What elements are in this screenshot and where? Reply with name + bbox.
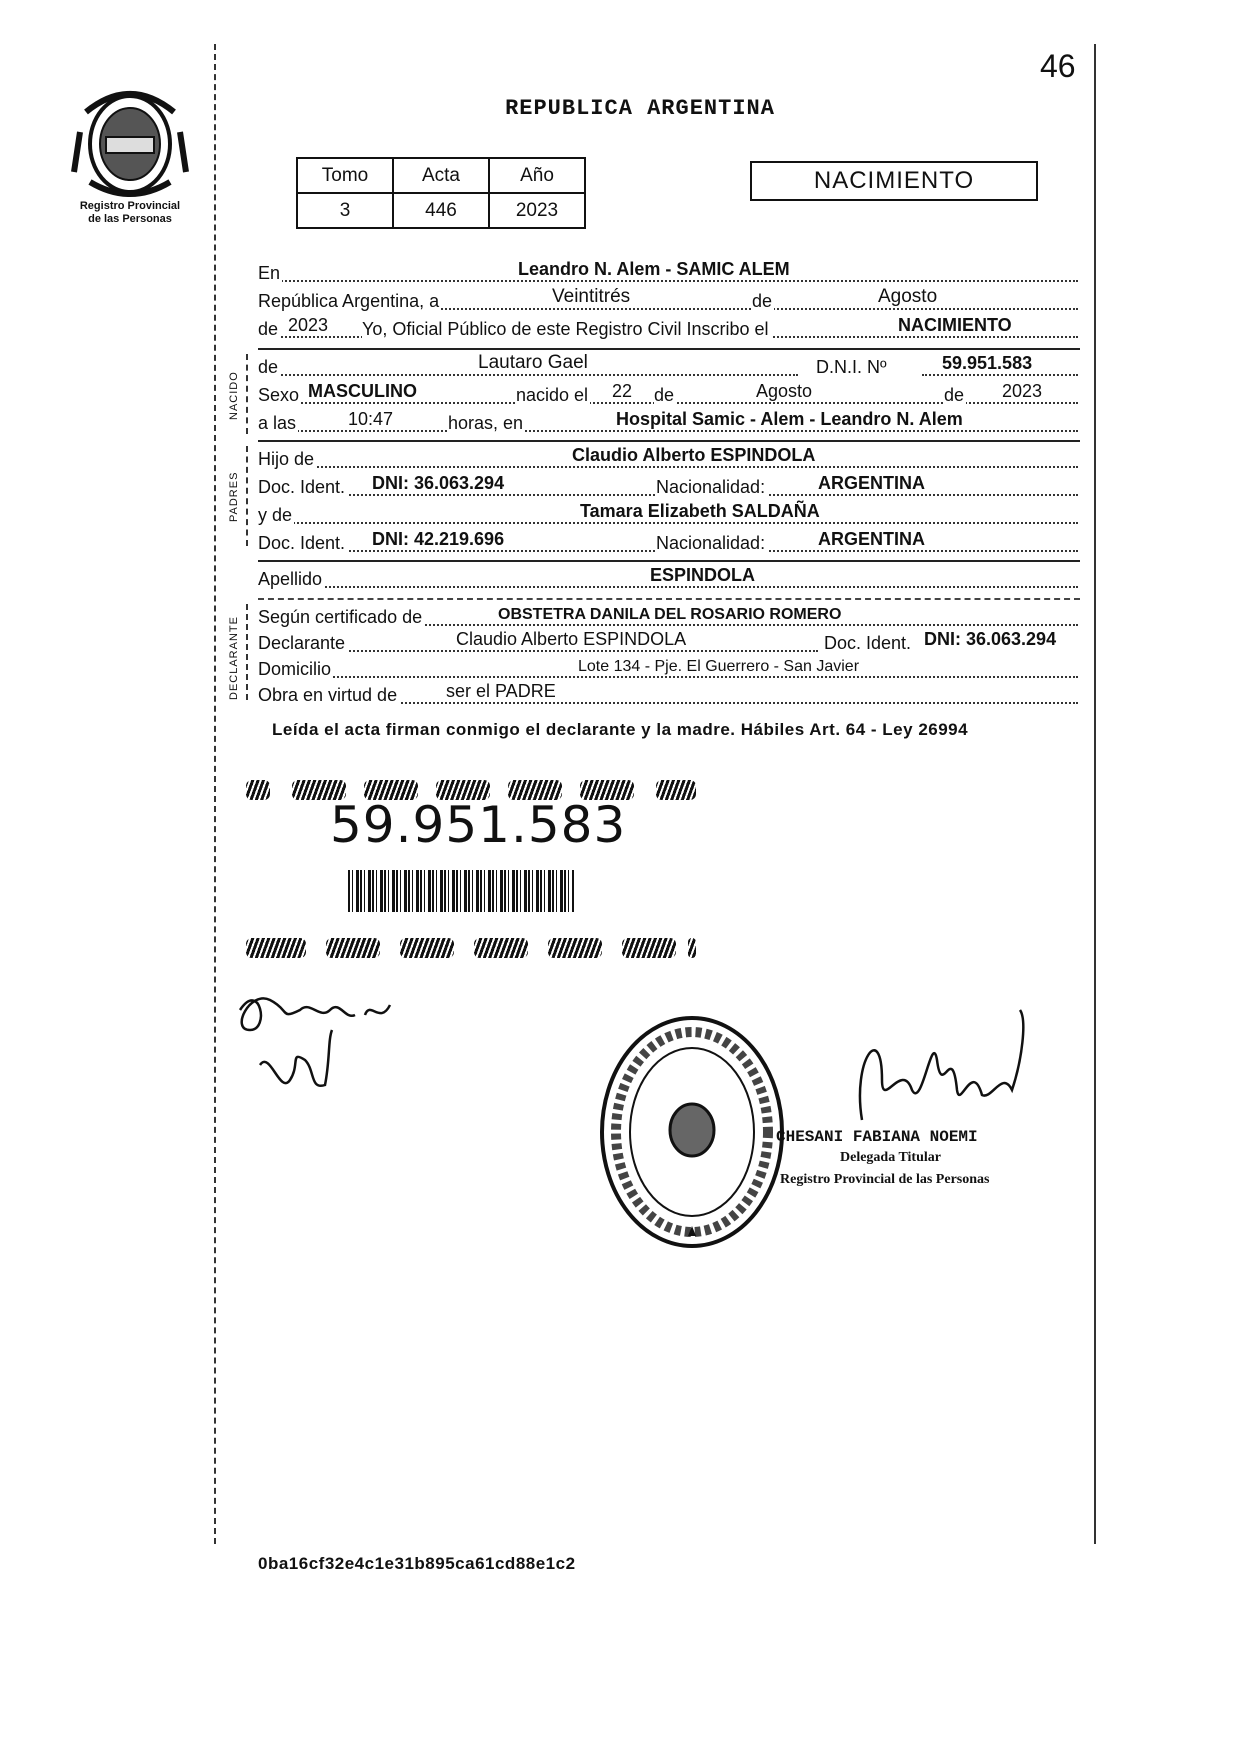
row-hijo-de: [258, 446, 1078, 472]
row-apellido: [258, 566, 1078, 592]
label-nacido-de: de: [258, 357, 279, 377]
label-en: En: [258, 263, 281, 283]
label-obra: Obra en virtud de: [258, 685, 398, 705]
registry-table: [296, 157, 586, 229]
official-stamp: [596, 1012, 788, 1257]
value-mother-nat: ARGENTINA: [818, 529, 925, 549]
row-domicilio: [258, 656, 1078, 682]
document-hash: 0ba16cf32e4c1e31b895ca61cd88e1c2: [258, 1554, 576, 1573]
official-name: CHESANI FABIANA NOEMI: [776, 1128, 978, 1146]
value-birth-year: 2023: [1002, 381, 1043, 401]
value-nacido-nombre: Lautaro Gael: [478, 352, 588, 373]
handwritten-signature-left: [230, 970, 400, 1115]
closing-statement: Leída el acta firman conmigo el declarante y la madre. Hábiles Art. 64 - Ley 26994: [272, 720, 969, 739]
divider-nacido-top: [258, 348, 1080, 350]
value-obra: ser el PADRE: [446, 681, 556, 701]
value-declarante-doc: DNI: 36.063.294: [924, 629, 1057, 649]
label-apellido: Apellido: [258, 569, 323, 589]
value-inscribo: NACIMIENTO: [898, 315, 1012, 335]
value-mother-doc: DNI: 42.219.696: [372, 529, 505, 549]
value-month: Agosto: [878, 286, 938, 307]
value-father-nat: ARGENTINA: [818, 473, 925, 493]
label-segun: Según certificado de: [258, 607, 423, 627]
registry-value-tomo: 3: [297, 193, 393, 228]
label-mother-doc: Doc. Ident.: [258, 533, 346, 553]
registry-header-ano: Año: [489, 158, 585, 193]
row-segun: [258, 604, 1078, 630]
value-father: Claudio Alberto ESPINDOLA: [572, 445, 816, 465]
right-margin-line: [1094, 44, 1096, 1544]
id-number: 59.951.583: [330, 796, 627, 854]
row-fecha: [258, 288, 1078, 314]
official-role: Delegada Titular: [840, 1150, 941, 1165]
divider-declarante-top: [258, 598, 1080, 600]
row-oficial: [258, 316, 1078, 342]
tag-declarante-bracket: [246, 604, 248, 700]
registry-value-acta: 446: [393, 193, 489, 228]
label-oficial: Yo, Oficial Público de este Registro Civil Inscribo el: [362, 319, 769, 339]
label-horas-en: horas, en: [448, 413, 524, 433]
record-type-box: NACIMIENTO: [750, 161, 1038, 201]
label-sexo: Sexo: [258, 385, 300, 405]
document-title: REPUBLICA ARGENTINA: [505, 96, 775, 121]
value-place: Hospital Samic - Alem - Leandro N. Alem: [616, 409, 963, 429]
label-a-las: a las: [258, 413, 297, 433]
registry-header-tomo: Tomo: [297, 158, 393, 193]
row-obra: [258, 682, 1078, 708]
label-birth-de2: de: [944, 385, 965, 405]
row-en: [258, 260, 1078, 286]
label-dni: D.N.I. Nº: [816, 357, 887, 377]
label-mother-nat: Nacionalidad:: [656, 533, 766, 553]
value-year: 2023: [288, 315, 329, 335]
value-mother: Tamara Elizabeth SALDAÑA: [580, 501, 820, 521]
value-en: Leandro N. Alem - SAMIC ALEM: [518, 259, 790, 279]
registry-value-row: [297, 193, 585, 228]
barcode: [348, 870, 574, 912]
row-mother-doc: [258, 530, 1078, 556]
label-father-nat: Nacionalidad:: [656, 477, 766, 497]
value-birth-day: 22: [612, 381, 633, 401]
label-birth-de: de: [654, 385, 675, 405]
divider-apellido-top: [258, 560, 1080, 562]
value-father-doc: DNI: 36.063.294: [372, 473, 505, 493]
handwritten-signature-official: [842, 1000, 1042, 1145]
label-father-doc: Doc. Ident.: [258, 477, 346, 497]
tag-nacido-bracket: [246, 354, 248, 434]
value-domicilio: Lote 134 - Pje. El Guerrero - San Javier: [578, 658, 860, 675]
label-de: de: [752, 291, 773, 311]
logo-caption-line2: de las Personas: [88, 213, 172, 225]
row-father-doc: [258, 474, 1078, 500]
label-y-de: y de: [258, 505, 293, 525]
label-hijo-de: Hijo de: [258, 449, 315, 469]
divider-padres-top: [258, 440, 1080, 442]
official-org: Registro Provincial de las Personas: [780, 1172, 990, 1187]
value-time: 10:47: [348, 409, 394, 429]
security-stripes-bottom: [246, 938, 696, 958]
value-apellido: ESPINDOLA: [650, 565, 756, 585]
logo-caption-line1: Registro Provincial: [79, 200, 181, 212]
row-declarante: [258, 630, 1078, 656]
registry-header-acta: Acta: [393, 158, 489, 193]
label-de-year: de: [258, 319, 279, 339]
tag-padres-bracket: [246, 446, 248, 546]
row-nacido-nombre: [258, 354, 1078, 380]
label-republica: República Argentina, a: [258, 291, 440, 311]
value-sexo: MASCULINO: [308, 381, 417, 401]
label-declarante: Declarante: [258, 633, 346, 653]
value-dni: 59.951.583: [942, 353, 1033, 373]
value-declarante: Claudio Alberto ESPINDOLA: [456, 629, 687, 649]
label-declarante-doc: Doc. Ident.: [824, 633, 912, 653]
coat-of-arms-icon: [70, 82, 190, 202]
left-binding-line: [214, 44, 216, 1544]
row-y-de: [258, 502, 1078, 528]
row-sexo: [258, 382, 1078, 408]
logo-caption: [60, 200, 200, 226]
tag-nacido: NACIDO: [228, 371, 240, 420]
page-number: 46: [1040, 48, 1076, 84]
label-nacido-el: nacido el: [516, 385, 589, 405]
value-certificado: OBSTETRA DANILA DEL ROSARIO ROMERO: [498, 606, 842, 623]
tag-padres: PADRES: [228, 471, 240, 522]
row-hora: [258, 410, 1078, 436]
value-birth-month: Agosto: [756, 381, 813, 401]
registry-header-row: [297, 158, 585, 193]
tag-declarante: DECLARANTE: [228, 616, 240, 700]
registry-value-ano: 2023: [489, 193, 585, 228]
value-day-words: Veintitrés: [552, 286, 631, 307]
label-domicilio: Domicilio: [258, 659, 332, 679]
